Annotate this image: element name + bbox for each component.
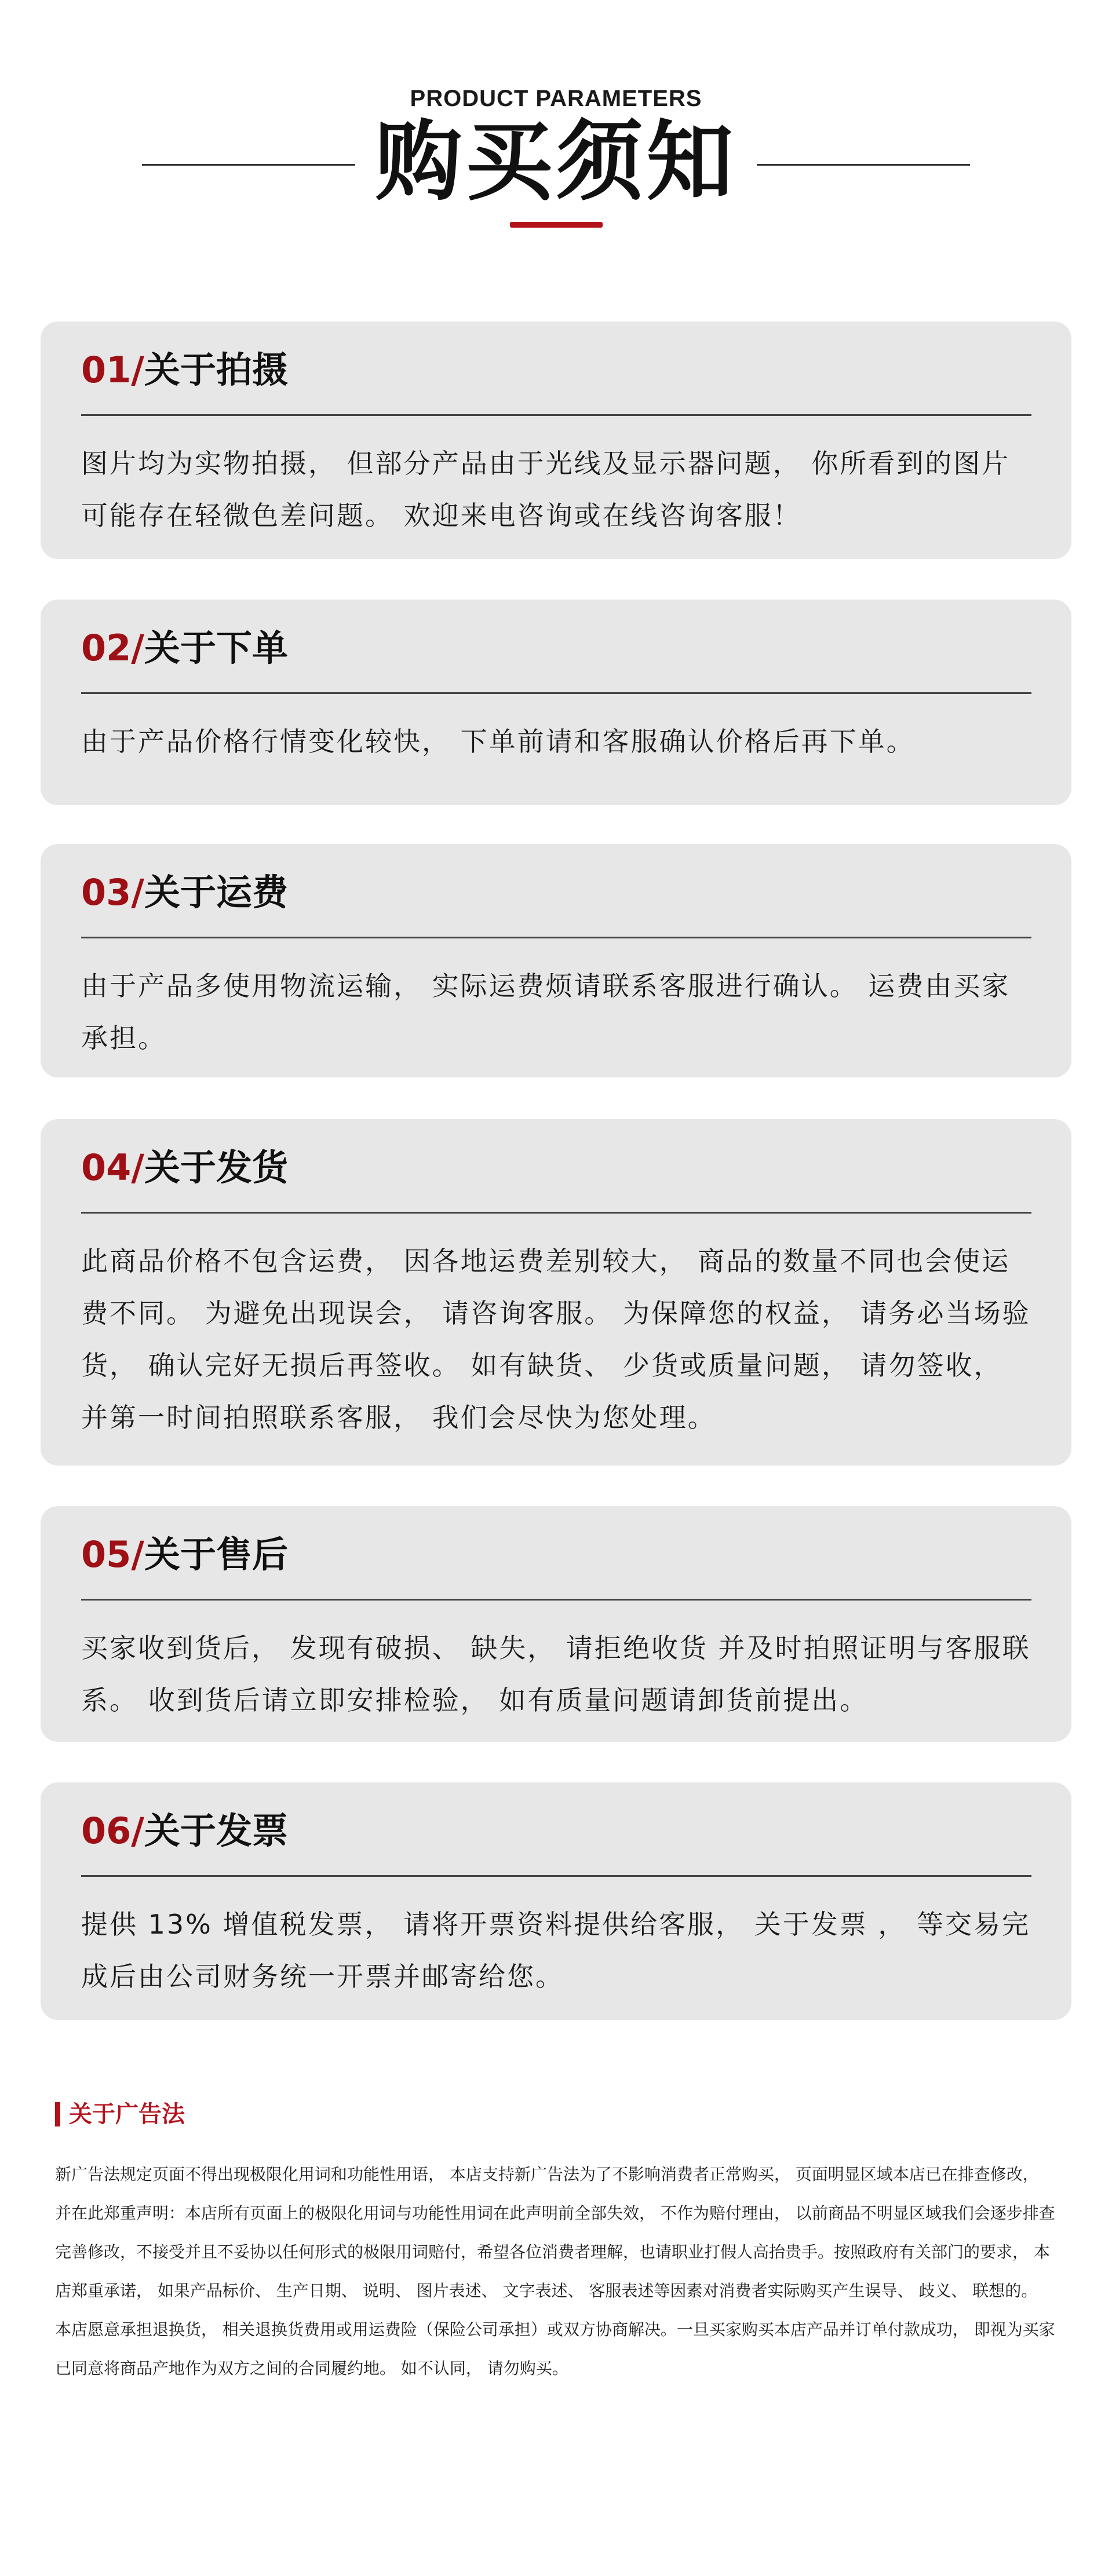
page-header [0, 0, 1112, 243]
section-title [81, 1532, 288, 1578]
ad-law-text: 新广告法规定页面不得出现极限化用词和功能性用语， 本店支持新广告法为了不影响消费者正常购买， 页面明显区域本店已在排查修改， 并在此郑重声明：本店所有页面上的极限化用词与功能性用词在此声明前全部失效， 不作为赔付理由， 以前商品不明显区域我们会逐步排查完善修改，不接受并且不妥协以任何形式的极限用词赔付，希望各位消费者理解，也请职业打假人高抬贵手。按照政府有关部门的要求， 本店郑重承诺， 如果产品标价、 生产日期、 说明、 图片表述、 文字表述、 客服表述等因素对消费者实际购买产生误导、 歧义、 联想的。 本店愿意承担退换货， 相关退换货费用或用运费险（保险公司承担）或双方协商解决。一旦买家购买本店产品并订单付款成功， 即视为买家已同意将商品产地作为双方之间的合同履约地。 如不认同， 请勿购买。 [55, 2165, 1055, 2378]
page-title: 购买须知 [375, 112, 737, 213]
section-number: 05/ [81, 1533, 144, 1576]
ad-law-section [55, 2097, 1058, 2388]
section-divider [81, 414, 1031, 416]
section-divider [81, 1599, 1031, 1601]
section-title [81, 869, 288, 916]
page-subtitle: PRODUCT PARAMETERS [410, 86, 702, 111]
section-name: 关于下单 [144, 627, 288, 669]
section-number: 01/ [81, 349, 144, 391]
section-body: 此商品价格不包含运费， 因各地运费差别较大， 商品的数量不同也会使运费不同。 为避免出现误会， 请咨询客服。 为保障您的权益， 请务必当场验货， 确认完好无损后再签收。 如有缺货、 少货或质量问题， 请勿签收， 并第一时间拍照联系客服， 我们会尽快为您处理。 [81, 1245, 1031, 1433]
section-name: 关于售后 [144, 1533, 288, 1576]
ad-law-heading [55, 2097, 1058, 2132]
section-divider [81, 692, 1031, 694]
header-divider-right [757, 164, 970, 166]
section-body: 由于产品价格行情变化较快， 下单前请和客服确认价格后再下单。 [81, 726, 915, 757]
section-number: 02/ [81, 627, 144, 669]
section-body: 由于产品多使用物流运输， 实际运费烦请联系客服进行确认。 运费由买家承担。 [81, 970, 1011, 1054]
section-name: 关于发货 [144, 1146, 288, 1189]
heading-marker [55, 2102, 60, 2126]
section-divider [81, 1875, 1031, 1877]
section-name: 关于运费 [144, 871, 288, 914]
section-body: 买家收到货后， 发现有破损、 缺失， 请拒绝收货 并及时拍照证明与客服联系。 收到货后请立即安排检验， 如有质量问题请卸货前提出。 [81, 1632, 1031, 1716]
section-number: 04/ [81, 1146, 144, 1189]
ad-law-heading-text: 关于广告法 [69, 2101, 185, 2128]
section-title [81, 625, 288, 671]
section-card-shooting [41, 321, 1071, 559]
section-title [81, 347, 288, 393]
section-number: 03/ [81, 871, 144, 914]
section-title [81, 1145, 288, 1191]
section-name: 关于拍摄 [144, 349, 288, 391]
section-title [81, 1808, 288, 1854]
section-card-delivery [41, 1119, 1071, 1466]
section-divider [81, 1212, 1031, 1214]
section-body: 提供 13% 增值税发票， 请将开票资料提供给客服， 关于发票 ， 等交易完成后由公司财务统一开票并邮寄给您。 [81, 1909, 1030, 1992]
section-card-shipping-fee [41, 844, 1071, 1077]
section-number: 06/ [81, 1810, 144, 1852]
section-divider [81, 937, 1031, 938]
section-card-ordering [41, 600, 1071, 805]
section-body: 图片均为实物拍摄， 但部分产品由于光线及显示器问题， 你所看到的图片可能存在轻微色差问题。 欢迎来电咨询或在线咨询客服！ [81, 448, 1011, 531]
section-card-invoice [41, 1782, 1071, 2020]
section-card-after-sales [41, 1506, 1071, 1742]
title-accent-bar [510, 222, 603, 228]
section-name: 关于发票 [144, 1810, 288, 1852]
